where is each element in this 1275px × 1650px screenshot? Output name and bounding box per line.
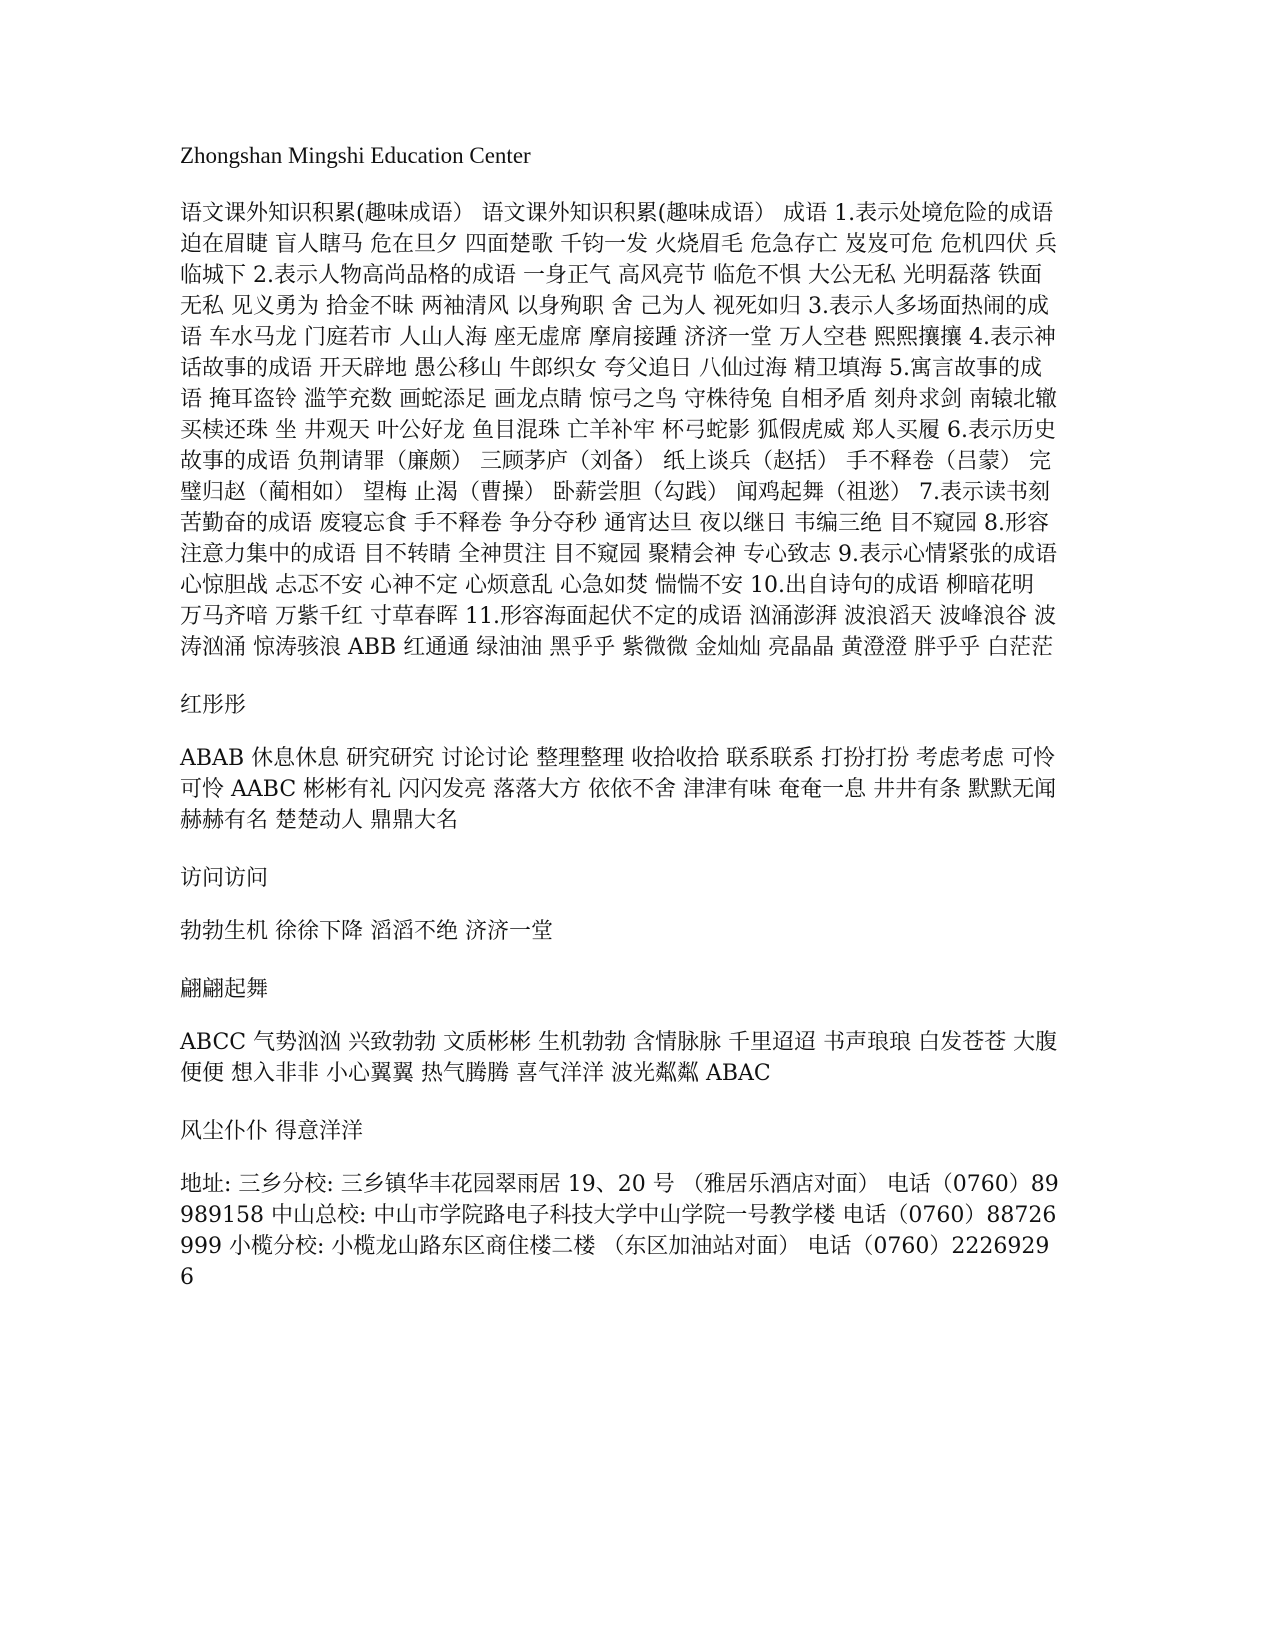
paragraph-abab: ABAB 休息休息 研究研究 讨论讨论 整理整理 收拾收拾 联系联系 打扮打扮 考虑考虑 可怜可怜 AABC 彬彬有礼 闪闪发亮 落落大方 依依不舍 津津有味 奄奄一息 井井有条 默默无闻 赫赫有名 楚楚动人 鼎鼎大名 xyxy=(180,746,1057,833)
page-header: Zhongshan Mingshi Education Center xyxy=(180,143,531,168)
document-page xyxy=(180,140,1060,1293)
paragraph-fengchen: 风尘仆仆 得意洋洋 xyxy=(180,1119,363,1144)
address-footer: 地址: 三乡分校: 三乡镇华丰花园翠雨居 19、20 号 （雅居乐酒店对面） 电话（0760）89989158 中山总校: 中山市学院路电子科技大学中山学院一号教学楼 电话（0760）88726999 小榄分校: 小榄龙山路东区商住楼二楼 （东区加油站对面） 电话（0760）22269296 xyxy=(180,1172,1059,1290)
main-paragraph: 语文课外知识积累(趣味成语） 语文课外知识积累(趣味成语） 成语 1.表示处境危险的成语 迫在眉睫 盲人瞎马 危在旦夕 四面楚歌 千钧一发 火烧眉毛 危急存亡 岌岌可危 危机四伏 兵临城下 2.表示人物高尚品格的成语 一身正气 高风亮节 临危不惧 大公无私 光明磊落 铁面无私 见义勇为 拾金不昧 两袖清风 以身殉职 舍 己为人 视死如归 3.表示人多场面热闹的成语 车水马龙 门庭若市 人山人海 座无虚席 摩肩接踵 济济一堂 万人空巷 熙熙攘攘 4.表示神话故事的成语 开天辟地 愚公移山 牛郎织女 夸父追日 八仙过海 精卫填海 5.寓言故事的成语 掩耳盗铃 滥竽充数 画蛇添足 画龙点睛 惊弓之鸟 守株待兔 自相矛盾 刻舟求剑 南辕北辙 买椟还珠 坐 井观天 叶公好龙 鱼目混珠 亡羊补牢 杯弓蛇影 狐假虎威 郑人买履 6.表示历史故事的成语 负荆请罪（廉颇） 三顾茅庐（刘备） 纸上谈兵（赵括） 手不释卷（吕蒙） 完璧归赵（蔺相如） 望梅 止渴（曹操） 卧薪尝胆（勾践） 闻鸡起舞（祖逖） 7.表示读书刻苦勤奋的成语 废寝忘食 手不释卷 争分夺秒 通宵达旦 夜以继日 韦编三绝 目不窥园 8.形容注意力集中的成语 目不转睛 全神贯注 目不窥园 聚精会神 专心致志 9.表示心情紧张的成语 心惊胆战 忐忑不安 心神不定 心烦意乱 心急如焚 惴惴不安 10.出自诗句的成语 柳暗花明 万马齐喑 万紫千红 寸草春晖 11.形容海面起伏不定的成语 汹涌澎湃 波浪滔天 波峰浪谷 波涛汹涌 惊涛骇浪 ABB 红通通 绿油油 黑乎乎 紫微微 金灿灿 亮晶晶 黄澄澄 胖乎乎 白茫茫 xyxy=(180,201,1057,660)
paragraph-fangwen: 访问访问 xyxy=(180,866,269,891)
paragraph-bobo: 勃勃生机 徐徐下降 滔滔不绝 济济一堂 xyxy=(180,919,553,944)
paragraph-pianpian: 翩翩起舞 xyxy=(180,977,269,1002)
paragraph-hongtongtong: 红彤彤 xyxy=(180,693,247,718)
paragraph-abcc: ABCC 气势汹汹 兴致勃勃 文质彬彬 生机勃勃 含情脉脉 千里迢迢 书声琅琅 白发苍苍 大腹便便 想入非非 小心翼翼 热气腾腾 喜气洋洋 波光粼粼 ABAC xyxy=(180,1030,1058,1086)
